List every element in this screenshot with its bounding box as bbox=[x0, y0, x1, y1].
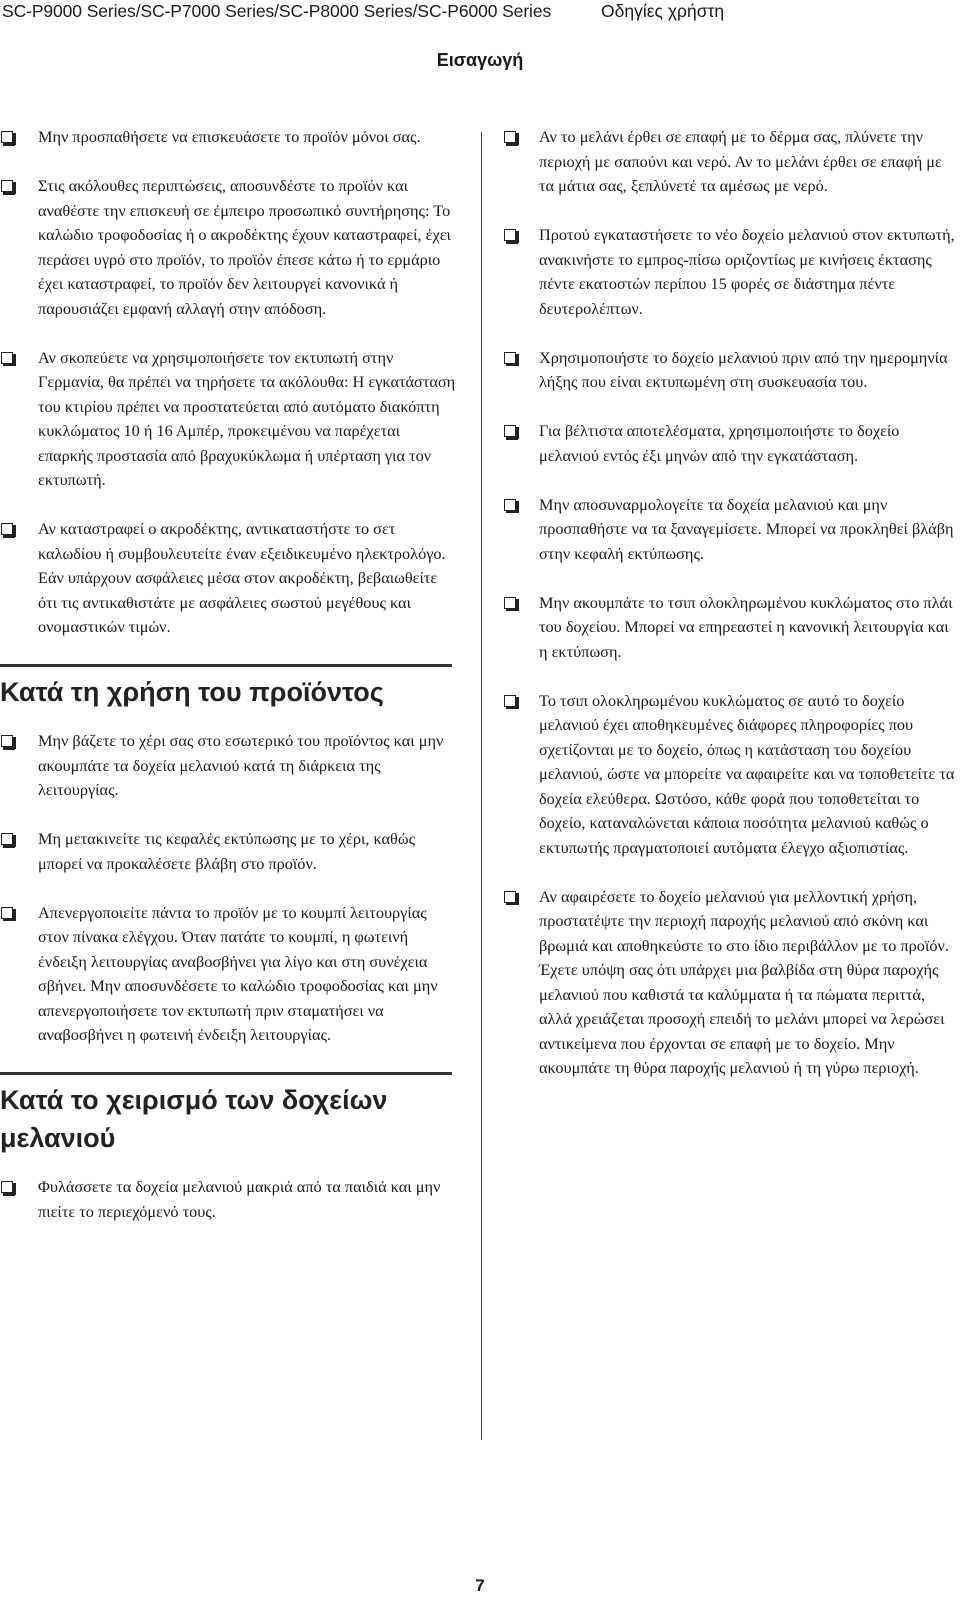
header-guide-title: Οδηγίες χρήστη bbox=[601, 1, 725, 21]
list-item: Απενεργοποιείτε πάντα το προϊόν με το κουμπί λειτουργίας στον πίνακα ελέγχου. Όταν πατάτε το κουμπί, η φωτεινή ένδειξη λειτουργίας αναβοσβήνει για λίγο και στη συνέχεια σβήνει. Μην αποσυνδέσετε το καλώδιο τροφοδοσίας και μην απενεργοποιήσετε τον εκτυπωτή πριν σταματήσει να αναβοσβήνει η φωτεινή ένδειξη λειτουργίας. bbox=[0, 901, 458, 1048]
list-item: Προτού εγκαταστήσετε το νέο δοχείο μελανιού στον εκτυπωτή, ανακινήστε το εμπρος-πίσω οριζοντίως με κινήσεις έκτασης πέντε εκατοστών περίπου 15 φορές σε διάστημα πέντε δευτερολέπτων. bbox=[503, 223, 958, 321]
header-product-title: SC-P9000 Series/SC-P7000 Series/SC-P8000 Series/SC-P6000 Series bbox=[2, 1, 552, 21]
safety-list-ink bbox=[0, 1175, 458, 1224]
checkbox-bullet-icon bbox=[504, 229, 516, 241]
list-item: Μην προσπαθήσετε να επισκευάσετε το προϊόν μόνοι σας. bbox=[0, 125, 458, 150]
checkbox-bullet-icon bbox=[1, 180, 13, 192]
list-item: Μην ακουμπάτε το τσιπ ολοκληρωμένου κυκλώματος στο πλάι του δοχείου. Μπορεί να επηρεαστεί η κανονική λειτουργία και η εκτύπωση. bbox=[503, 591, 958, 665]
list-item: Στις ακόλουθες περιπτώσεις, αποσυνδέστε το προϊόν και αναθέστε την επισκευή σε έμπειρο προσωπικό συντήρησης: Το καλώδιο τροφοδοσίας ή ο ακροδέκτης έχουν καταστραφεί, έχει περάσει υγρό στο προϊόν, το προϊόν έπεσε κάτω ή το ερμάριο έχει καταστραφεί, το προϊόν δεν λειτουργεί κανονικά ή παρουσιάζει εμφανή αλλαγή στην απόδοση. bbox=[0, 174, 458, 321]
checkbox-bullet-icon bbox=[1, 352, 13, 364]
page-number: 7 bbox=[475, 1576, 485, 1595]
list-item: Μην βάζετε το χέρι σας στο εσωτερικό του προϊόντος και μην ακουμπάτε τα δοχεία μελανιού κατά τη διάρκεια της λειτουργίας. bbox=[0, 729, 458, 803]
checkbox-bullet-icon bbox=[504, 499, 516, 511]
ink-list bbox=[503, 125, 958, 1081]
checkbox-bullet-icon bbox=[1, 523, 13, 535]
checkbox-bullet-icon bbox=[504, 891, 516, 903]
checkbox-bullet-icon bbox=[504, 352, 516, 364]
checkbox-bullet-icon bbox=[1, 131, 13, 143]
list-item: Φυλάσσετε τα δοχεία μελανιού μακριά από τα παιδιά και μην πιείτε το περιεχόμενό τους. bbox=[0, 1175, 458, 1224]
checkbox-bullet-icon bbox=[1, 1181, 13, 1193]
column-divider bbox=[481, 132, 482, 1440]
list-item: Μην αποσυναρμολογείτε τα δοχεία μελανιού και μην προσπαθήστε να τα ξαναγεμίσετε. Μπορεί να προκληθεί βλάβη στην κεφαλή εκτύπωσης. bbox=[503, 493, 958, 567]
checkbox-bullet-icon bbox=[1, 907, 13, 919]
heading-using-product: Κατά τη χρήση του προϊόντος bbox=[0, 664, 452, 711]
section-title: Εισαγωγή bbox=[436, 50, 524, 70]
checkbox-bullet-icon bbox=[504, 695, 516, 707]
list-item: Αν σκοπεύετε να χρησιμοποιήσετε τον εκτυπωτή στην Γερμανία, θα πρέπει να τηρήσετε τα ακόλουθα: Η εγκατάσταση του κτιρίου πρέπει να προστατεύεται από αυτόματο διακόπτη κυκλώματος 10 ή 16 Αμπέρ, προκειμένου να παρέχεται επαρκής προστασία από βραχυκύκλωμα ή υπέρταση για τον εκτυπωτή. bbox=[0, 346, 458, 493]
right-column bbox=[503, 125, 958, 1105]
safety-list-general bbox=[0, 125, 458, 640]
heading-ink-handling: Κατά το χειρισμό των δοχείων μελανιού bbox=[0, 1072, 452, 1157]
checkbox-bullet-icon bbox=[1, 735, 13, 747]
list-item: Αν το μελάνι έρθει σε επαφή με το δέρμα σας, πλύνετε την περιοχή με σαπούνι και νερό. Αν το μελάνι έρθει σε επαφή με τα μάτια σας, ξεπλύνετέ τα αμέσως με νερό. bbox=[503, 125, 958, 199]
list-item: Μη μετακινείτε τις κεφαλές εκτύπωσης με το χέρι, καθώς μπορεί να προκαλέσετε βλάβη στο προϊόν. bbox=[0, 827, 458, 876]
checkbox-bullet-icon bbox=[504, 131, 516, 143]
checkbox-bullet-icon bbox=[504, 597, 516, 609]
list-item: Αν καταστραφεί ο ακροδέκτης, αντικαταστήστε το σετ καλωδίου ή συμβουλευτείτε έναν εξειδικευμένο ηλεκτρολόγο. Εάν υπάρχουν ασφάλειες μέσα στον ακροδέκτη, βεβαιωθείτε ότι τις αντικαθιστάτε με ασφάλειες σωστού μεγέθους και ονομαστικών τιμών. bbox=[0, 517, 458, 640]
checkbox-bullet-icon bbox=[504, 425, 516, 437]
list-item: Για βέλτιστα αποτελέσματα, χρησιμοποιήστε το δοχείο μελανιού εντός έξι μηνών από την εγκατάσταση. bbox=[503, 419, 958, 468]
left-column bbox=[0, 125, 458, 1249]
list-item: Το τσιπ ολοκληρωμένου κυκλώματος σε αυτό το δοχείο μελανιού έχει αποθηκευμένες διάφορες πληροφορίες που σχετίζονται με το δοχείο, όπως η κατάσταση του δοχείου μελανιού, ώστε να μπορείτε να αφαιρείτε και να τοποθετείτε τα δοχεία ελεύθερα. Ωστόσο, κάθε φορά που τοποθετείται το δοχείο, καταναλώνεται κάποια ποσότητα μελανιού καθώς ο εκτυπωτής πραγματοποιεί αυτόματα έλεγχο αξιοπιστίας. bbox=[503, 689, 958, 861]
list-item: Χρησιμοποιήστε το δοχείο μελανιού πριν από την ημερομηνία λήξης που είναι εκτυπωμένη στη συσκευασία του. bbox=[503, 346, 958, 395]
list-item: Αν αφαιρέσετε το δοχείο μελανιού για μελλοντική χρήση, προστατέψτε την περιοχή παροχής μελανιού από σκόνη και βρωμιά και αποθηκεύστε το στο ίδιο περιβάλλον με το προϊόν. Έχετε υπόψη σας ότι υπάρχει μια βαλβίδα στη θύρα παροχής μελανιού που καθιστά τα καλύμματα ή τα πώματα περιττά, αλλά χρειάζεται προσοχή επειδή το μελάνι μπορεί να λερώσει αντικείμενα που έρχονται σε επαφή με το δοχείο. Μην ακουμπάτε τη θύρα παροχής μελανιού ή τη γύρω περιοχή. bbox=[503, 885, 958, 1081]
checkbox-bullet-icon bbox=[1, 833, 13, 845]
safety-list-use bbox=[0, 729, 458, 1048]
